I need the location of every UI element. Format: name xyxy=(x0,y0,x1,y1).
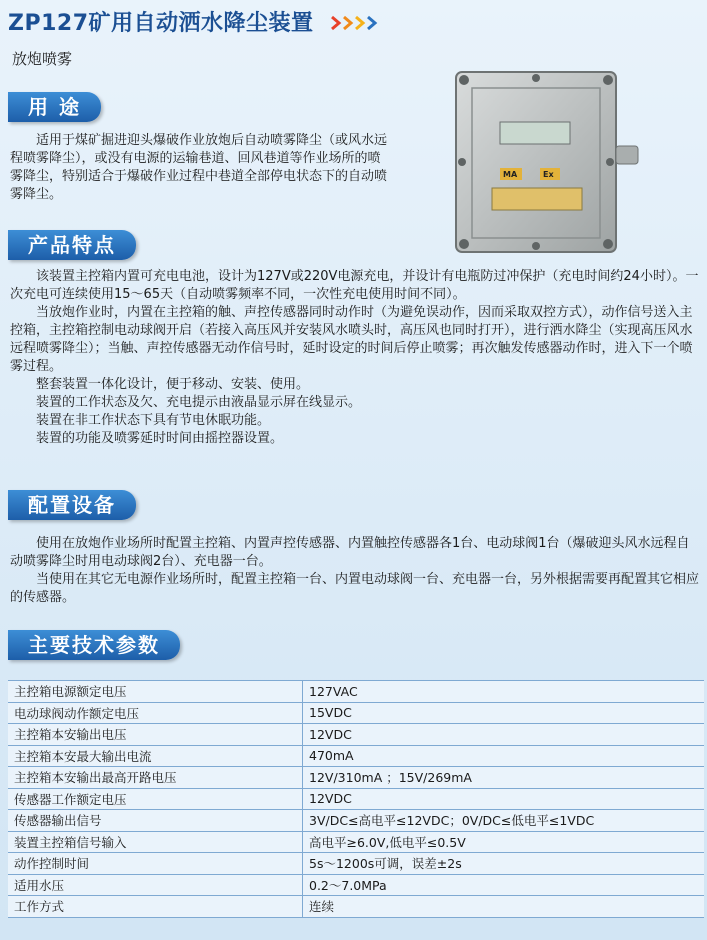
section-heading-config: 配置设备 xyxy=(8,490,136,520)
table-row: 主控箱本安输出最高开路电压 12V/310mA ；15V/269mA xyxy=(8,767,704,789)
usage-paragraph: 适用于煤矿掘进迎头爆破作业放炮后自动喷雾降尘（或风水远程喷雾降尘），或没有电源的运输巷道、回风巷道等作业场所的喷雾降尘，特别适合于爆破作业过程中巷道全部停电状态下的自动喷雾降尘。 xyxy=(10,133,388,202)
table-row: 主控箱电源额定电压 127VAC xyxy=(8,681,704,703)
svg-text:Ex: Ex xyxy=(543,170,554,179)
features-paragraph: 装置的功能及喷雾延时时间由摇控器设置。 xyxy=(36,431,284,446)
table-row: 传感器工作额定电压 12VDC xyxy=(8,788,704,810)
section-heading-usage: 用 途 xyxy=(8,92,101,122)
title-text: ZP127矿用自动洒水降尘装置 xyxy=(8,11,314,36)
page-subtitle: 放炮喷雾 xyxy=(12,50,73,68)
usage-text xyxy=(10,132,390,204)
spec-table xyxy=(8,680,704,918)
svg-text:MA: MA xyxy=(503,170,518,179)
table-row: 主控箱本安输出电压 12VDC xyxy=(8,724,704,746)
features-text xyxy=(10,268,700,448)
table-row: 主控箱本安最大输出电流 470mA xyxy=(8,745,704,767)
features-paragraph: 该装置主控箱内置可充电电池，设计为127V或220V电源充电，并设计有电瓶防过冲保护（充电时间约24小时）。一次充电可连续使用15～65天（自动喷雾频率不同，一次性充电使用时间不同）。 xyxy=(10,269,699,302)
features-paragraph: 装置在非工作状态下具有节电休眠功能。 xyxy=(36,413,271,428)
table-row: 适用水压 0.2～7.0MPa xyxy=(8,874,704,896)
table-row: 动作控制时间 5s～1200s可调，误差±2s xyxy=(8,853,704,875)
device-photo xyxy=(448,64,643,264)
chevron-right-icon xyxy=(330,12,378,37)
section-heading-specs: 主要技术参数 xyxy=(8,630,180,660)
config-paragraph: 当使用在其它无电源作业场所时，配置主控箱一台、内置电动球阀一台、充电器一台，另外根据需要再配置其它相应的传感器。 xyxy=(10,572,700,605)
table-row: 工作方式 连续 xyxy=(8,896,704,918)
table-row: 装置主控箱信号输入 高电平≥6.0V,低电平≤0.5V xyxy=(8,831,704,853)
features-paragraph: 装置的工作状态及欠、充电提示由液晶显示屏在线显示。 xyxy=(36,395,362,410)
page-title xyxy=(8,6,378,36)
table-row: 传感器输出信号 3V/DC≤高电平≤12VDC；0V/DC≤低电平≤1VDC xyxy=(8,810,704,832)
config-text xyxy=(10,535,700,607)
features-paragraph: 当放炮作业时，内置在主控箱的触、声控传感器同时动作时（为避免误动作，因而采取双控方式），动作信号送入主控箱，主控箱控制电动球阀开启（若接入高压风并安装风水喷头时，高压风也同时打开），进行洒水降尘（实现高压风水远程喷雾降尘）；当触、声控传感器无动作信号时，延时设定的时间后停止喷雾；再次触发传感器动作时，进入下一个喷雾过程。 xyxy=(10,305,693,374)
config-paragraph: 使用在放炮作业场所时配置主控箱、内置声控传感器、内置触控传感器各1台、电动球阀1台（爆破迎头风水远程自动喷雾降尘时用电动球阀2台）、充电器一台。 xyxy=(10,536,690,569)
section-heading-features: 产品特点 xyxy=(8,230,136,260)
table-row: 电动球阀动作额定电压 15VDC xyxy=(8,702,704,724)
features-paragraph: 整套装置一体化设计，便于移动、安装、使用。 xyxy=(36,377,310,392)
